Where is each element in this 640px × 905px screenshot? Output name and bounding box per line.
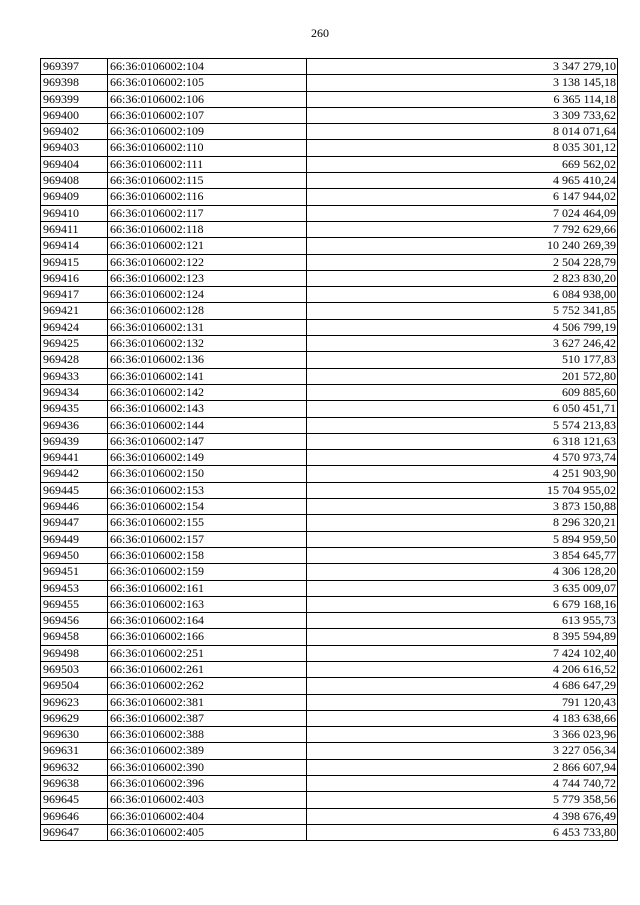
cadastral-number-cell: 66:36:0106002:144 xyxy=(108,417,307,433)
table-row xyxy=(41,564,618,580)
cadastral-number-cell: 66:36:0106002:166 xyxy=(108,629,307,645)
record-number-cell: 969434 xyxy=(41,384,108,400)
cadastral-value-cell: 201 572,80 xyxy=(307,368,618,384)
table-row xyxy=(41,629,618,645)
cadastral-value-cell: 7 424 102,40 xyxy=(307,645,618,661)
record-number-cell: 969450 xyxy=(41,547,108,563)
record-number-cell: 969623 xyxy=(41,694,108,710)
cadastral-number-cell: 66:36:0106002:405 xyxy=(108,824,307,840)
record-number-cell: 969445 xyxy=(41,482,108,498)
cadastral-number-cell: 66:36:0106002:153 xyxy=(108,482,307,498)
cadastral-value-cell: 5 894 959,50 xyxy=(307,531,618,547)
table-row xyxy=(41,645,618,661)
table-row xyxy=(41,221,618,237)
record-number-cell: 969647 xyxy=(41,824,108,840)
cadastral-value-cell: 5 574 213,83 xyxy=(307,417,618,433)
record-number-cell: 969415 xyxy=(41,254,108,270)
record-number-cell: 969442 xyxy=(41,466,108,482)
cadastral-number-cell: 66:36:0106002:131 xyxy=(108,319,307,335)
table-row xyxy=(41,776,618,792)
table-row xyxy=(41,75,618,91)
table-row xyxy=(41,727,618,743)
record-number-cell: 969451 xyxy=(41,564,108,580)
cadastral-number-cell: 66:36:0106002:122 xyxy=(108,254,307,270)
table-row xyxy=(41,238,618,254)
record-number-cell: 969446 xyxy=(41,499,108,515)
cadastral-number-cell: 66:36:0106002:387 xyxy=(108,710,307,726)
cadastral-number-cell: 66:36:0106002:136 xyxy=(108,352,307,368)
cadastral-number-cell: 66:36:0106002:124 xyxy=(108,287,307,303)
record-number-cell: 969408 xyxy=(41,173,108,189)
record-number-cell: 969397 xyxy=(41,59,108,75)
cadastral-number-cell: 66:36:0106002:107 xyxy=(108,107,307,123)
cadastral-value-cell: 3 138 145,18 xyxy=(307,75,618,91)
cadastral-number-cell: 66:36:0106002:390 xyxy=(108,759,307,775)
cadastral-value-cell: 4 744 740,72 xyxy=(307,776,618,792)
table-row xyxy=(41,189,618,205)
record-number-cell: 969629 xyxy=(41,710,108,726)
table-row xyxy=(41,384,618,400)
cadastral-number-cell: 66:36:0106002:111 xyxy=(108,156,307,172)
cadastral-value-cell: 5 779 358,56 xyxy=(307,792,618,808)
cadastral-number-cell: 66:36:0106002:381 xyxy=(108,694,307,710)
cadastral-number-cell: 66:36:0106002:404 xyxy=(108,808,307,824)
cadastral-number-cell: 66:36:0106002:143 xyxy=(108,401,307,417)
cadastral-number-cell: 66:36:0106002:105 xyxy=(108,75,307,91)
record-number-cell: 969638 xyxy=(41,776,108,792)
table-row xyxy=(41,710,618,726)
table-row xyxy=(41,792,618,808)
table-row xyxy=(41,531,618,547)
cadastral-value-cell: 4 686 647,29 xyxy=(307,678,618,694)
cadastral-number-cell: 66:36:0106002:154 xyxy=(108,499,307,515)
record-number-cell: 969425 xyxy=(41,336,108,352)
record-number-cell: 969453 xyxy=(41,580,108,596)
table-row xyxy=(41,107,618,123)
cadastral-number-cell: 66:36:0106002:142 xyxy=(108,384,307,400)
table-row xyxy=(41,352,618,368)
table-row xyxy=(41,466,618,482)
cadastral-value-cell: 3 873 150,88 xyxy=(307,499,618,515)
cadastral-number-cell: 66:36:0106002:118 xyxy=(108,221,307,237)
cadastral-value-cell: 2 504 228,79 xyxy=(307,254,618,270)
cadastral-value-cell: 8 395 594,89 xyxy=(307,629,618,645)
record-number-cell: 969402 xyxy=(41,124,108,140)
cadastral-value-cell: 4 506 799,19 xyxy=(307,319,618,335)
record-number-cell: 969428 xyxy=(41,352,108,368)
cadastral-value-cell: 15 704 955,02 xyxy=(307,482,618,498)
cadastral-value-table xyxy=(40,58,618,841)
cadastral-value-cell: 6 318 121,63 xyxy=(307,433,618,449)
record-number-cell: 969631 xyxy=(41,743,108,759)
table-row xyxy=(41,91,618,107)
cadastral-number-cell: 66:36:0106002:117 xyxy=(108,205,307,221)
cadastral-value-cell: 6 365 114,18 xyxy=(307,91,618,107)
record-number-cell: 969400 xyxy=(41,107,108,123)
cadastral-number-cell: 66:36:0106002:132 xyxy=(108,336,307,352)
cadastral-number-cell: 66:36:0106002:141 xyxy=(108,368,307,384)
record-number-cell: 969439 xyxy=(41,433,108,449)
cadastral-value-cell: 6 050 451,71 xyxy=(307,401,618,417)
cadastral-number-cell: 66:36:0106002:159 xyxy=(108,564,307,580)
cadastral-value-cell: 6 147 944,02 xyxy=(307,189,618,205)
cadastral-number-cell: 66:36:0106002:128 xyxy=(108,303,307,319)
table-row xyxy=(41,824,618,840)
record-number-cell: 969646 xyxy=(41,808,108,824)
cadastral-value-cell: 6 084 938,00 xyxy=(307,287,618,303)
record-number-cell: 969409 xyxy=(41,189,108,205)
record-number-cell: 969441 xyxy=(41,450,108,466)
cadastral-value-cell: 8 014 071,64 xyxy=(307,124,618,140)
cadastral-number-cell: 66:36:0106002:262 xyxy=(108,678,307,694)
table-row xyxy=(41,678,618,694)
cadastral-value-cell: 3 627 246,42 xyxy=(307,336,618,352)
cadastral-value-cell: 10 240 269,39 xyxy=(307,238,618,254)
record-number-cell: 969632 xyxy=(41,759,108,775)
table-row xyxy=(41,482,618,498)
cadastral-number-cell: 66:36:0106002:161 xyxy=(108,580,307,596)
record-number-cell: 969498 xyxy=(41,645,108,661)
record-number-cell: 969456 xyxy=(41,613,108,629)
record-number-cell: 969630 xyxy=(41,727,108,743)
record-number-cell: 969503 xyxy=(41,661,108,677)
table-row xyxy=(41,270,618,286)
cadastral-number-cell: 66:36:0106002:388 xyxy=(108,727,307,743)
record-number-cell: 969416 xyxy=(41,270,108,286)
table-row xyxy=(41,743,618,759)
table-body xyxy=(41,59,618,841)
table-row xyxy=(41,433,618,449)
cadastral-value-cell: 4 251 903,90 xyxy=(307,466,618,482)
cadastral-value-cell: 3 309 733,62 xyxy=(307,107,618,123)
cadastral-value-cell: 4 306 128,20 xyxy=(307,564,618,580)
record-number-cell: 969436 xyxy=(41,417,108,433)
table-row xyxy=(41,499,618,515)
cadastral-value-cell: 3 854 645,77 xyxy=(307,547,618,563)
table-row xyxy=(41,124,618,140)
cadastral-number-cell: 66:36:0106002:109 xyxy=(108,124,307,140)
cadastral-value-cell: 613 955,73 xyxy=(307,613,618,629)
cadastral-value-cell: 3 227 056,34 xyxy=(307,743,618,759)
cadastral-value-cell: 4 570 973,74 xyxy=(307,450,618,466)
record-number-cell: 969421 xyxy=(41,303,108,319)
cadastral-value-cell: 6 679 168,16 xyxy=(307,596,618,612)
cadastral-number-cell: 66:36:0106002:106 xyxy=(108,91,307,107)
table-row xyxy=(41,613,618,629)
cadastral-number-cell: 66:36:0106002:123 xyxy=(108,270,307,286)
table-row xyxy=(41,303,618,319)
cadastral-value-cell: 7 024 464,09 xyxy=(307,205,618,221)
cadastral-number-cell: 66:36:0106002:150 xyxy=(108,466,307,482)
cadastral-value-cell: 7 792 629,66 xyxy=(307,221,618,237)
table-row xyxy=(41,661,618,677)
cadastral-number-cell: 66:36:0106002:389 xyxy=(108,743,307,759)
cadastral-number-cell: 66:36:0106002:163 xyxy=(108,596,307,612)
record-number-cell: 969417 xyxy=(41,287,108,303)
cadastral-value-cell: 510 177,83 xyxy=(307,352,618,368)
table-row xyxy=(41,287,618,303)
cadastral-value-cell: 3 366 023,96 xyxy=(307,727,618,743)
table-row xyxy=(41,515,618,531)
cadastral-value-cell: 8 296 320,21 xyxy=(307,515,618,531)
cadastral-value-cell: 5 752 341,85 xyxy=(307,303,618,319)
record-number-cell: 969399 xyxy=(41,91,108,107)
record-number-cell: 969449 xyxy=(41,531,108,547)
record-number-cell: 969504 xyxy=(41,678,108,694)
table-row xyxy=(41,336,618,352)
record-number-cell: 969414 xyxy=(41,238,108,254)
record-number-cell: 969398 xyxy=(41,75,108,91)
cadastral-value-cell: 4 183 638,66 xyxy=(307,710,618,726)
record-number-cell: 969435 xyxy=(41,401,108,417)
cadastral-value-cell: 4 965 410,24 xyxy=(307,173,618,189)
cadastral-value-cell: 2 823 830,20 xyxy=(307,270,618,286)
table-row xyxy=(41,580,618,596)
cadastral-value-cell: 2 866 607,94 xyxy=(307,759,618,775)
cadastral-number-cell: 66:36:0106002:261 xyxy=(108,661,307,677)
table-row xyxy=(41,254,618,270)
record-number-cell: 969404 xyxy=(41,156,108,172)
table-row xyxy=(41,694,618,710)
table-row xyxy=(41,205,618,221)
cadastral-value-cell: 669 562,02 xyxy=(307,156,618,172)
cadastral-value-cell: 4 398 676,49 xyxy=(307,808,618,824)
table-row xyxy=(41,417,618,433)
cadastral-value-cell: 3 347 279,10 xyxy=(307,59,618,75)
cadastral-value-cell: 3 635 009,07 xyxy=(307,580,618,596)
record-number-cell: 969411 xyxy=(41,221,108,237)
cadastral-number-cell: 66:36:0106002:164 xyxy=(108,613,307,629)
table-row xyxy=(41,59,618,75)
page-number: 260 xyxy=(311,26,329,40)
cadastral-number-cell: 66:36:0106002:110 xyxy=(108,140,307,156)
cadastral-value-cell: 4 206 616,52 xyxy=(307,661,618,677)
cadastral-number-cell: 66:36:0106002:158 xyxy=(108,547,307,563)
table-row xyxy=(41,808,618,824)
cadastral-number-cell: 66:36:0106002:147 xyxy=(108,433,307,449)
table-row xyxy=(41,319,618,335)
record-number-cell: 969424 xyxy=(41,319,108,335)
cadastral-value-cell: 6 453 733,80 xyxy=(307,824,618,840)
cadastral-number-cell: 66:36:0106002:251 xyxy=(108,645,307,661)
cadastral-number-cell: 66:36:0106002:155 xyxy=(108,515,307,531)
table-row xyxy=(41,547,618,563)
record-number-cell: 969455 xyxy=(41,596,108,612)
cadastral-value-cell: 609 885,60 xyxy=(307,384,618,400)
table-row xyxy=(41,450,618,466)
cadastral-number-cell: 66:36:0106002:116 xyxy=(108,189,307,205)
table-row xyxy=(41,173,618,189)
table-row xyxy=(41,596,618,612)
record-number-cell: 969410 xyxy=(41,205,108,221)
cadastral-number-cell: 66:36:0106002:157 xyxy=(108,531,307,547)
table-row xyxy=(41,401,618,417)
record-number-cell: 969433 xyxy=(41,368,108,384)
table-row xyxy=(41,368,618,384)
cadastral-value-cell: 8 035 301,12 xyxy=(307,140,618,156)
cadastral-number-cell: 66:36:0106002:396 xyxy=(108,776,307,792)
table-row xyxy=(41,759,618,775)
cadastral-number-cell: 66:36:0106002:149 xyxy=(108,450,307,466)
table-row xyxy=(41,156,618,172)
record-number-cell: 969458 xyxy=(41,629,108,645)
record-number-cell: 969403 xyxy=(41,140,108,156)
record-number-cell: 969645 xyxy=(41,792,108,808)
cadastral-number-cell: 66:36:0106002:121 xyxy=(108,238,307,254)
table-row xyxy=(41,140,618,156)
cadastral-number-cell: 66:36:0106002:104 xyxy=(108,59,307,75)
record-number-cell: 969447 xyxy=(41,515,108,531)
cadastral-number-cell: 66:36:0106002:403 xyxy=(108,792,307,808)
cadastral-value-cell: 791 120,43 xyxy=(307,694,618,710)
cadastral-number-cell: 66:36:0106002:115 xyxy=(108,173,307,189)
